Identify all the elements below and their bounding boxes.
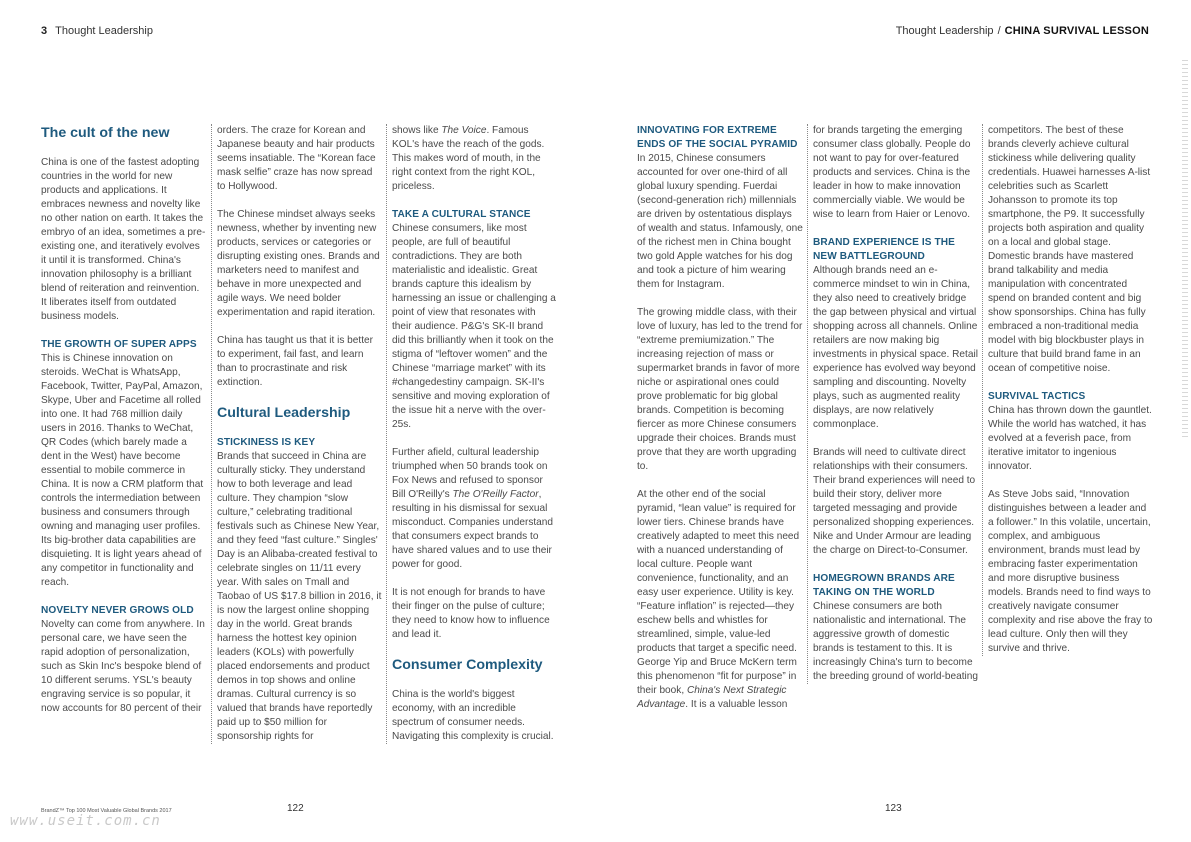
footer-publication: BrandZ™ Top 100 Most Valuable Global Brands 2017 — [41, 808, 172, 814]
body-paragraph: China has taught us that it is better to experiment, fail fast, and learn than to procrastinate and risk extinction. — [217, 335, 373, 388]
text-run: Further afield, cultural leadership triumphed when 50 brands took on Fox News and refused to sponsor Bill O'Reilly's — [392, 447, 548, 500]
body-paragraph: In 2015, Chinese consumers accounted for over one-third of all global luxury spending. Fuerdai (second-generation rich) millennials are driven by ostentatious displays of wealth and status. Infamously, one of the richest men in China bought two gold Apple watches for his dog and took a picture of him wearing them for Instagram. — [637, 153, 803, 290]
body-paragraph: Brands will need to cultivate direct relationships with their consumers. Their brand experiences will need to build their story, deliver more targeted messaging and provide personalized shopping experiences. Nike and Under Armour are leading the charge on Direct-to-Consumer. — [813, 447, 976, 556]
body-paragraph: China is the world's biggest economy, with an incredible spectrum of consumer needs. Navigating this complexity is crucial. — [392, 689, 554, 742]
subheading-social-pyramid: INNOVATING FOR EXTREME ENDS OF THE SOCIAL PYRAMID — [637, 125, 798, 150]
body-paragraph: Novelty can come from anywhere. In personal care, we have seen the rapid adoption of personalization, such as Skin Inc's bespoke blend of 10 different serums. YSL's beauty engraving service is so popular, it now accounts for 80 percent of their — [41, 619, 205, 714]
column-5 — [807, 124, 980, 684]
section-label: Thought Leadership — [55, 25, 153, 37]
text-run: . Famous KOL's have the reach of the gods. This makes word of mouth, in the right context from the right KOL, priceless. — [392, 125, 545, 192]
column-6 — [982, 124, 1154, 656]
body-paragraph: orders. The craze for Korean and Japanese beauty and hair products seems insatiable. The “Korean face mask selfie” craze has now spread to Hollywood. — [217, 125, 376, 192]
running-header-right — [896, 25, 1149, 37]
body-paragraph: This is Chinese innovation on steroids. WeChat is WhatsApp, Facebook, Twitter, PayPal, Amazon, Skype, Uber and Facetime all rolled into one. It had 768 million daily users in 2016. Thanks to WeChat, QR Codes (which barely made a dent in the West) have become essential to mobile commerce in China. It is now a CRM platform that controls the intermediation between business and consumers through owning and managing user profiles. Its big-brother data capabilities are disquieting. It is light years ahead of any competitor in functionality and reach. — [41, 353, 204, 588]
body-paragraph — [392, 446, 556, 572]
body-paragraph: competitors. The best of these brands cleverly achieve cultural stickiness while delivering quality credentials. Huawei harnesses A-list celebrities such as Scarlett Johansson to promote its top smartphone, the P9. It successfully projects both aspiration and quality on a local and global stage. Domestic brands have mastered brand talkability and media manipulation with concentrated spend on branded content and big show sponsorships. China has fully embraced a non-traditional media model with big blockbuster plays in culture that build brand fame in an ocean of competitive noise. — [988, 125, 1151, 374]
chapter-title: CHINA SURVIVAL LESSON — [1004, 25, 1149, 37]
body-paragraph: Brands that succeed in China are culturally sticky. They understand how to both leverage and lead culture. They champion “slow culture,” celebrating traditional festivals such as Chinese New Year, and they feed “fast culture.” Singles' Day is an Alibaba-created festival to celebrate singles on 11/11 every year. With sales on Tmall and Taobao of US $17.8 billion in 2016, it is now the largest online shopping day in the world. Great brands harness the hottest key opinion leaders (KOLs) with powerfully placed endorsements and product demos in top shows and online dramas. Cultural currency is so valued that brands have reportedly paid up to $50 million for sponsorship rights for — [217, 451, 382, 742]
subheading-super-apps: THE GROWTH OF SUPER APPS — [41, 339, 197, 350]
subheading-survival-tactics: SURVIVAL TACTICS — [988, 391, 1086, 402]
body-paragraph: for brands targeting the emerging consumer class globally. People do not want to pay for over-featured products and services. China is the leader in how to make innovation commercially viable. We would be wise to learn from Haier or Lenovo. — [813, 125, 971, 220]
italic-title: China's Next Strategic Advantage — [637, 685, 787, 710]
italic-title: The O'Reilly Factor — [452, 489, 539, 500]
watermark: www.useit.com.cn — [10, 813, 161, 829]
italic-title: The Voice — [441, 125, 487, 136]
subheading-brand-experience: BRAND EXPERIENCE IS THE NEW BATTLEGROUND — [813, 237, 955, 262]
body-paragraph: The Chinese mindset always seeks newness, whether by inventing new products, services or categories or disrupting existing ones. Brands and marketers need to manifest and behave in more unexpected and agile ways. We need bolder experimentation and rapid iteration. — [217, 209, 380, 318]
body-paragraph: The growing middle class, with their love of luxury, has led to the trend for “extreme premiumization.” The increasing rejection of mass or supermarket brands in favor of more niche or aspirational ones could prove problematic for big global brands. Competition is becoming fiercer as more Chinese consumers upgrade their choices. Brands must prove that they are worth upgrading to. — [637, 307, 803, 472]
page-number-left: 122 — [287, 803, 304, 814]
page-edge-scan-artifact — [1182, 60, 1188, 440]
subheading-cultural-stance: TAKE A CULTURAL STANCE — [392, 209, 531, 220]
page-number-right: 123 — [885, 803, 902, 814]
body-paragraph: Chinese consumers, like most people, are full of beautiful contradictions. They are both materialistic and idealistic. Great brands capture this idealism by harnessing an issue or challenging a point of view that resonates with their audience. P&G's SK-II brand did this brilliantly when it took on the stigma of “leftover women” and the Chinese “marriage market” with its #changedestiny campaign. SK-II's sensitive and moving exploration of the issue hit a nerve with the over-25s. — [392, 223, 556, 430]
page-section-number: 3 — [41, 25, 48, 37]
body-paragraph: China has thrown down the gauntlet. While the world has watched, it has evolved at a feverish pace, from iterative imitator to ingenious innovator. — [988, 405, 1152, 472]
section-heading-cultural-leadership: Cultural Leadership — [217, 405, 351, 421]
body-paragraph — [392, 124, 556, 194]
running-header-left — [41, 25, 153, 37]
text-run: . It is a valuable lesson — [685, 699, 788, 710]
section-heading-consumer-complexity: Consumer Complexity — [392, 657, 543, 673]
body-paragraph: As Steve Jobs said, “Innovation distinguishes between a leader and a follower.” In this volatile, uncertain, complex, and ambiguous environment, brands must lead by embracing faster experimentation and more disruptive business models. Brands need to find ways to creatively navigate consumer complexity and rise above the fray to lead culture. Only then will they survive and thrive. — [988, 489, 1153, 654]
column-1 — [41, 124, 207, 716]
header-separator: / — [997, 25, 1001, 37]
column-3 — [386, 124, 556, 744]
column-2 — [211, 124, 383, 744]
body-paragraph: It is not enough for brands to have their finger on the pulse of culture; they need to know how to influence and lead it. — [392, 587, 550, 640]
section-label-right: Thought Leadership — [895, 25, 994, 37]
subheading-novelty: NOVELTY NEVER GROWS OLD — [41, 605, 194, 616]
subheading-stickiness: STICKINESS IS KEY — [217, 437, 316, 448]
section-heading-cult-of-new: The cult of the new — [41, 125, 170, 141]
text-run: , resulting in his dismissal for sexual misconduct. Companies understand that consumers expect brands to have shared values and to use their power for good. — [392, 489, 554, 570]
body-paragraph: Chinese consumers are both nationalistic and international. The aggressive growth of domestic brands is testament to this. It is increasingly China's turn to become the breeding ground of world-beating — [813, 601, 978, 682]
body-paragraph — [637, 488, 803, 712]
text-run: shows like — [392, 125, 442, 136]
column-4 — [637, 124, 803, 712]
subheading-homegrown-brands: HOMEGROWN BRANDS ARE TAKING ON THE WORLD — [813, 573, 955, 598]
text-run: At the other end of the social pyramid, “lean value” is required for lower tiers. Chinese brands have creatively adapted to meet this need with a nuanced understanding of local culture. People want convenience, functionality, and an easy user experience. Utility is key. “Feature inflation” is rejected—they eschew bells and whistles for streamlined, simple, value-led products that target a specific need. George Yip and Bruce McKern term this phenomenon “fit for purpose” in their book, — [637, 489, 800, 696]
body-paragraph: Although brands need an e-commerce mindset to win in China, they also need to creatively bridge the gap between physical and virtual shopping across all channels. Online retailers are now making big investments in physical space. Retail experience has evolved way beyond sampling and discounting. Novelty plays, such as augmented reality displays, are now relatively commonplace. — [813, 265, 978, 430]
body-paragraph: China is one of the fastest adopting countries in the world for new products and applications. It embraces newness and novelty like no other nation on earth. It takes the embryo of an idea, sometimes a pre-existing one, and iteratively evolves it until it is transformed. China's innovation philosophy is a brilliant blend of reiteration and reinvention. It liberates itself from outdated business models. — [41, 157, 206, 322]
